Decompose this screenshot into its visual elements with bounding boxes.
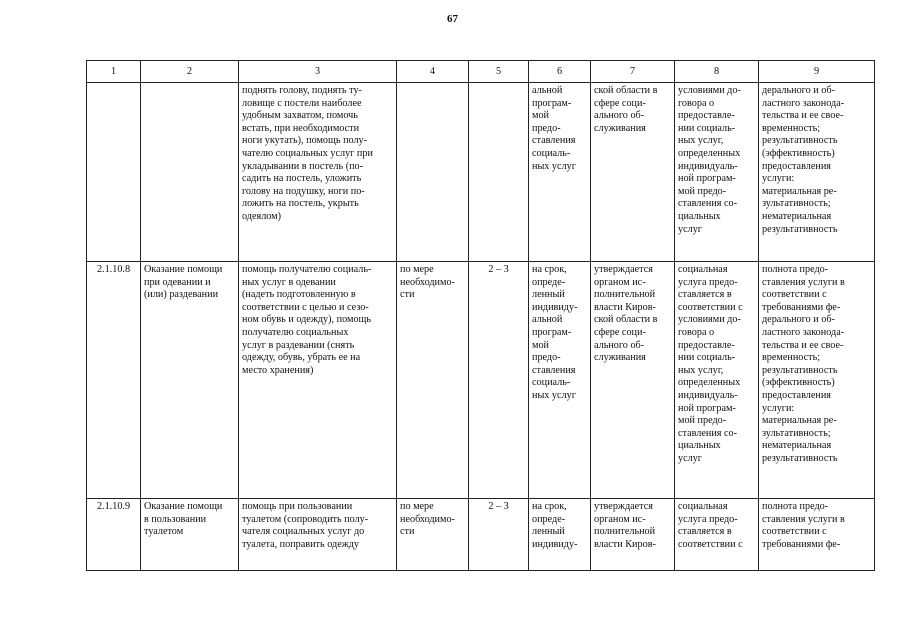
service-time-cell [469,499,529,571]
service-quality: дерального и об- ластного законода- тельства и ее свое- временность; результативность (эффективность) предоставления услуги: материальная ре- зультативность; нематериальная результативность [759,83,875,262]
service-frequency: по мере необходимо- сти [397,262,469,499]
header-col-3: 3 [239,61,397,83]
service-approval: утверждается органом ис- полнительной власти Киров- [594,501,656,550]
service-quality: полнота предо- ставления услуги в соответствии с требованиями фе- [762,501,845,550]
service-approval: утверждается органом ис- полнительной власти Киров- ской области в сфере соци- ального об- служивания [591,262,675,499]
header-col-5: 5 [469,61,529,83]
row-number: 2.1.10.9 [96,501,131,512]
service-conditions: социальная услуга предо- ставляется в соответствии с условиями до- говора о предоставле- нии социаль- ных услуг, определенных индивидуаль- ной програм- мой предо- ставления со- циальных услуг [675,262,759,499]
service-conditions-cell [675,499,759,571]
header-row [87,61,875,83]
service-term: на срок, опреде- ленный индивиду- альной програм- мой предо- ставления социаль- ных услуг [529,262,591,499]
service-description-cell [239,499,397,571]
service-conditions: социальная услуга предо- ставляется в соответствии с [678,501,743,550]
service-time: 2 – 3 [469,262,529,499]
service-time: 2 – 3 [488,501,509,512]
service-term-cell [529,499,591,571]
service-description: помощь при пользовании туалетом (сопроводить полу- чателя социальных услуг до туалета, поправить одежду [242,501,369,550]
service-conditions: условиями до- говора о предоставле- нии социаль- ных услуг, определенных индивидуаль- ной програм- мой предо- ставления со- циальных услуг [675,83,759,262]
service-approval-cell [591,499,675,571]
row-number: 2.1.10.8 [87,262,141,499]
service-quality: полнота предо- ставления услуги в соответствии с требованиями фе- дерального и об- ластного законода- тельства и ее свое- временность; результативность (эффективность) предоставления услуги: материальная ре- зультативность; нематериальная результативность [759,262,875,499]
service-description: поднять голову, поднять ту- ловище с постели наиболее удобным захватом, помочь встать, при необходимости ноги укутать), помощь полу- чателю социальных услуг при укладывании в постель (по- садить на постель, уложить голову на подушку, ноги по- ложить на постель, укрыть одеялом) [239,83,397,262]
header-col-9: 9 [759,61,875,83]
row-number [87,83,141,262]
table-row [87,499,875,571]
service-term: на срок, опреде- ленный индивиду- [532,501,578,550]
header-col-8: 8 [675,61,759,83]
page-number: 67 [447,13,458,25]
header-col-7: 7 [591,61,675,83]
row-number-cell [87,499,141,571]
service-term: альной програм- мой предо- ставления социаль- ных услуг [529,83,591,262]
service-frequency [397,83,469,262]
service-approval: ской области в сфере соци- ального об- служивания [591,83,675,262]
header-col-4: 4 [397,61,469,83]
service-name: Оказание помощи в пользовании туалетом [144,501,223,538]
service-frequency-cell [397,499,469,571]
header-col-1: 1 [87,61,141,83]
table-row [87,262,875,499]
header-col-2: 2 [141,61,239,83]
service-name-cell [141,499,239,571]
service-description: помощь получателю социаль- ных услуг в одевании (надеть подготовленную в соответствии с целью и сезо- ном обувь и одежду), помощь получателю социальных услуг в раздевании (снять одежду, обувь, убрать ее на место хранения) [239,262,397,499]
services-table [86,60,875,571]
service-name: Оказание помощи при одевании и (или) раздевании [141,262,239,499]
service-frequency: по мере необходимо- сти [400,501,455,538]
service-time [469,83,529,262]
service-name [141,83,239,262]
table-row [87,83,875,262]
service-quality-cell [759,499,875,571]
header-col-6: 6 [529,61,591,83]
